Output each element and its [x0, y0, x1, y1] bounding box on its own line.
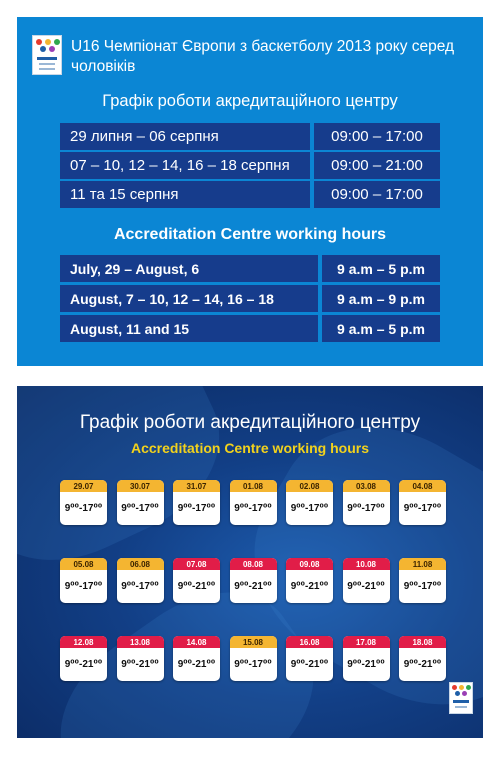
day-card-date: 05.08	[60, 558, 107, 570]
day-card-date: 02.08	[286, 480, 333, 492]
heading-ukrainian: Графік роботи акредитаційного центру	[102, 92, 398, 110]
hours-cell: 9 a.m – 5 p.m	[322, 255, 440, 282]
day-card	[117, 480, 164, 525]
day-card	[117, 558, 164, 603]
day-card-hours: 9⁰⁰-17⁰⁰	[64, 581, 103, 592]
day-card	[399, 636, 446, 681]
day-card-hours: 9⁰⁰-21⁰⁰	[121, 659, 159, 670]
day-card	[60, 636, 107, 681]
day-card	[343, 480, 390, 525]
day-card-date: 18.08	[399, 636, 446, 648]
schedule-row-en	[60, 315, 440, 342]
day-card-date: 17.08	[343, 636, 390, 648]
eurobasket-u16-logo-icon	[449, 682, 473, 714]
schedule-row-ua	[60, 181, 440, 208]
day-card-hours: 9⁰⁰-21⁰⁰	[347, 581, 385, 592]
day-card-date: 13.08	[117, 636, 164, 648]
heading-english: Accreditation Centre working hours	[130, 440, 370, 456]
day-card-hours: 9⁰⁰-21⁰⁰	[64, 659, 103, 670]
accreditation-poster-calendar	[17, 386, 483, 738]
day-card	[343, 636, 390, 681]
day-card-hours: 9⁰⁰-17⁰⁰	[403, 581, 442, 592]
day-card-date: 03.08	[343, 480, 390, 492]
schedule-row-en	[60, 285, 440, 312]
day-card-hours: 9⁰⁰-21⁰⁰	[177, 659, 216, 670]
day-card-hours: 9⁰⁰-17⁰⁰	[177, 503, 216, 514]
day-card	[343, 558, 390, 603]
day-card	[286, 636, 333, 681]
hours-cell: 9 a.m – 5 p.m	[322, 315, 440, 342]
heading-ukrainian: Графік роботи акредитаційного центру	[79, 412, 421, 433]
day-card-hours: 9⁰⁰-17⁰⁰	[121, 581, 159, 592]
schedule-row-ua	[60, 152, 440, 179]
day-card-hours: 9⁰⁰-17⁰⁰	[64, 503, 103, 514]
day-card-date: 07.08	[173, 558, 220, 570]
day-card-date: 31.07	[173, 480, 220, 492]
day-card	[60, 558, 107, 603]
day-card	[60, 480, 107, 525]
day-card-date: 10.08	[343, 558, 390, 570]
day-card-date: 04.08	[399, 480, 446, 492]
day-card	[173, 636, 220, 681]
championship-title: U16 Чемпіонат Європи з баскетболу 2013 року серед чоловіків	[71, 38, 455, 75]
day-card	[173, 558, 220, 603]
dates-cell: July, 29 – August, 6	[60, 255, 318, 282]
day-card	[173, 480, 220, 525]
day-card-hours: 9⁰⁰-21⁰⁰	[234, 581, 272, 592]
day-card-date: 30.07	[117, 480, 164, 492]
day-card-date: 14.08	[173, 636, 220, 648]
day-card	[117, 636, 164, 681]
accreditation-poster-table	[17, 17, 483, 366]
day-card	[230, 636, 277, 681]
day-card	[399, 558, 446, 603]
day-card	[286, 558, 333, 603]
heading-english: Accreditation Centre working hours	[113, 226, 387, 243]
hours-cell: 09:00 – 17:00	[314, 181, 440, 208]
day-card-hours: 9⁰⁰-17⁰⁰	[234, 659, 272, 670]
day-card-date: 12.08	[60, 636, 107, 648]
hours-cell: 09:00 – 17:00	[314, 123, 440, 150]
schedule-row-en	[60, 255, 440, 282]
day-card-hours: 9⁰⁰-17⁰⁰	[403, 503, 442, 514]
day-card	[286, 480, 333, 525]
day-card	[399, 480, 446, 525]
day-card-hours: 9⁰⁰-21⁰⁰	[347, 659, 385, 670]
day-card-date: 09.08	[286, 558, 333, 570]
day-card-hours: 9⁰⁰-17⁰⁰	[290, 503, 329, 514]
day-card	[230, 480, 277, 525]
day-card-date: 08.08	[230, 558, 277, 570]
day-card-hours: 9⁰⁰-17⁰⁰	[234, 503, 272, 514]
day-card-date: 01.08	[230, 480, 277, 492]
day-card-hours: 9⁰⁰-21⁰⁰	[403, 659, 442, 670]
day-card-hours: 9⁰⁰-17⁰⁰	[121, 503, 159, 514]
eurobasket-u16-logo-icon	[32, 35, 62, 75]
day-card-date: 15.08	[230, 636, 277, 648]
day-card-date: 16.08	[286, 636, 333, 648]
dates-cell: 29 липня – 06 серпня	[60, 123, 310, 150]
hours-cell: 9 a.m – 9 p.m	[322, 285, 440, 312]
schedule-row-ua	[60, 123, 440, 150]
day-card-hours: 9⁰⁰-21⁰⁰	[290, 581, 329, 592]
day-card-date: 11.08	[399, 558, 446, 570]
day-card-hours: 9⁰⁰-21⁰⁰	[290, 659, 329, 670]
day-card-date: 06.08	[117, 558, 164, 570]
day-card	[230, 558, 277, 603]
day-card-hours: 9⁰⁰-21⁰⁰	[177, 581, 216, 592]
hours-cell: 09:00 – 21:00	[314, 152, 440, 179]
dates-cell: August, 11 and 15	[60, 315, 318, 342]
day-card-date: 29.07	[60, 480, 107, 492]
dates-cell: August, 7 – 10, 12 – 14, 16 – 18	[60, 285, 318, 312]
day-card-hours: 9⁰⁰-17⁰⁰	[347, 503, 385, 514]
dates-cell: 11 та 15 серпня	[60, 181, 310, 208]
dates-cell: 07 – 10, 12 – 14, 16 – 18 серпня	[60, 152, 310, 179]
